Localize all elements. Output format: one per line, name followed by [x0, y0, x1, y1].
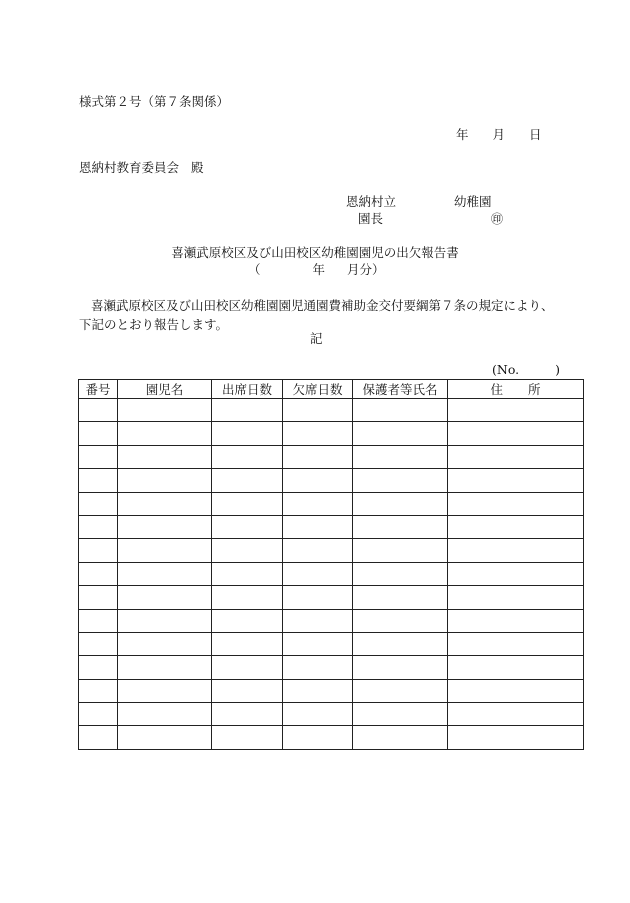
- child-name-cell: [118, 656, 212, 679]
- ki-heading: 記: [310, 331, 323, 346]
- guardian-name-cell: [353, 422, 448, 445]
- address-cell: [448, 422, 584, 445]
- address-cell: [448, 492, 584, 515]
- guardian-name-cell: [353, 632, 448, 655]
- guardian-name-cell: [353, 656, 448, 679]
- table-row: [79, 679, 584, 702]
- days-present-cell: [212, 539, 283, 562]
- guardian-name-cell: [353, 515, 448, 538]
- date-day-label: 日: [529, 127, 542, 142]
- number-cell: [79, 586, 118, 609]
- address-cell: [448, 609, 584, 632]
- address-cell: [448, 586, 584, 609]
- number-cell: [79, 539, 118, 562]
- header-days-absent: 欠席日数: [283, 380, 353, 399]
- address-cell: [448, 399, 584, 422]
- report-period: [248, 264, 385, 277]
- number-cell: [79, 445, 118, 468]
- sender-kindergarten: 幼稚園: [454, 194, 492, 209]
- number-cell: [79, 609, 118, 632]
- doc-no-label: (No.: [492, 362, 520, 377]
- child-name-cell: [118, 399, 212, 422]
- child-name-cell: [118, 422, 212, 445]
- days-absent-cell: [283, 469, 353, 492]
- address-cell: [448, 562, 584, 585]
- child-name-cell: [118, 469, 212, 492]
- number-cell: [79, 422, 118, 445]
- table-row: [79, 445, 584, 468]
- address-cell: [448, 632, 584, 655]
- days-absent-cell: [283, 492, 353, 515]
- table-row: [79, 656, 584, 679]
- addressee: [79, 162, 204, 175]
- days-absent-cell: [283, 539, 353, 562]
- days-absent-cell: [283, 445, 353, 468]
- table-row: [79, 726, 584, 749]
- table-row: [79, 609, 584, 632]
- attendance-table: [78, 379, 584, 750]
- days-absent-cell: [283, 399, 353, 422]
- number-cell: [79, 492, 118, 515]
- days-absent-cell: [283, 726, 353, 749]
- guardian-name-cell: [353, 703, 448, 726]
- days-absent-cell: [283, 609, 353, 632]
- days-absent-cell: [283, 586, 353, 609]
- form-number-label: 様式第２号（第７条関係）: [79, 94, 230, 109]
- address-cell: [448, 445, 584, 468]
- guardian-name-cell: [353, 399, 448, 422]
- sender-line-2: [346, 213, 503, 226]
- days-present-cell: [212, 399, 283, 422]
- table-row: [79, 632, 584, 655]
- table-row: [79, 539, 584, 562]
- days-absent-cell: [283, 703, 353, 726]
- table-row: [79, 703, 584, 726]
- address-cell: [448, 679, 584, 702]
- number-cell: [79, 515, 118, 538]
- guardian-name-cell: [353, 445, 448, 468]
- days-present-cell: [212, 492, 283, 515]
- days-present-cell: [212, 632, 283, 655]
- header-guardian-name: 保護者等氏名: [353, 380, 448, 399]
- days-present-cell: [212, 609, 283, 632]
- period-year-label: 年: [312, 262, 326, 277]
- number-cell: [79, 726, 118, 749]
- date-month-label: 月: [492, 127, 506, 142]
- number-cell: [79, 656, 118, 679]
- days-present-cell: [212, 656, 283, 679]
- document-number: [492, 364, 560, 377]
- child-name-cell: [118, 632, 212, 655]
- number-cell: [79, 679, 118, 702]
- address-cell: [448, 656, 584, 679]
- guardian-name-cell: [353, 562, 448, 585]
- table-row: [79, 399, 584, 422]
- period-open-paren: （: [248, 262, 261, 277]
- child-name-cell: [118, 679, 212, 702]
- number-cell: [79, 469, 118, 492]
- days-present-cell: [212, 562, 283, 585]
- address-cell: [448, 726, 584, 749]
- number-cell: [79, 562, 118, 585]
- sender-village: 恩納村立: [346, 194, 397, 209]
- days-present-cell: [212, 422, 283, 445]
- days-present-cell: [212, 703, 283, 726]
- doc-no-close: ): [555, 362, 560, 377]
- table-row: [79, 515, 584, 538]
- number-cell: [79, 632, 118, 655]
- days-absent-cell: [283, 679, 353, 702]
- number-cell: [79, 703, 118, 726]
- guardian-name-cell: [353, 492, 448, 515]
- guardian-name-cell: [353, 679, 448, 702]
- days-present-cell: [212, 515, 283, 538]
- days-present-cell: [212, 726, 283, 749]
- days-absent-cell: [283, 632, 353, 655]
- sender-line-1: [346, 196, 492, 209]
- child-name-cell: [118, 703, 212, 726]
- guardian-name-cell: [353, 586, 448, 609]
- period-month-label: 月分）: [347, 262, 385, 277]
- table-row: [79, 469, 584, 492]
- days-present-cell: [212, 679, 283, 702]
- days-absent-cell: [283, 515, 353, 538]
- child-name-cell: [118, 539, 212, 562]
- days-absent-cell: [283, 656, 353, 679]
- header-number: 番号: [79, 380, 118, 399]
- table-row: [79, 422, 584, 445]
- table-row: [79, 492, 584, 515]
- header-child-name: 園児名: [118, 380, 212, 399]
- number-cell: [79, 399, 118, 422]
- child-name-cell: [118, 445, 212, 468]
- header-days-present: 出席日数: [212, 380, 283, 399]
- child-name-cell: [118, 562, 212, 585]
- days-absent-cell: [283, 562, 353, 585]
- days-present-cell: [212, 469, 283, 492]
- address-cell: [448, 515, 584, 538]
- address-cell: [448, 703, 584, 726]
- days-present-cell: [212, 445, 283, 468]
- guardian-name-cell: [353, 469, 448, 492]
- guardian-name-cell: [353, 539, 448, 562]
- table-body: [79, 399, 584, 750]
- address-cell: [448, 469, 584, 492]
- guardian-name-cell: [353, 726, 448, 749]
- addressee-honorific: 殿: [191, 160, 204, 175]
- guardian-name-cell: [353, 609, 448, 632]
- header-address: 住 所: [448, 380, 584, 399]
- child-name-cell: [118, 609, 212, 632]
- date-year-label: 年: [456, 127, 469, 142]
- seal-icon: ㊞: [491, 212, 504, 226]
- address-cell: [448, 539, 584, 562]
- child-name-cell: [118, 515, 212, 538]
- document-title: 喜瀬武原校区及び山田校区幼稚園園児の出欠報告書: [171, 245, 459, 260]
- days-absent-cell: [283, 422, 353, 445]
- child-name-cell: [118, 726, 212, 749]
- child-name-cell: [118, 492, 212, 515]
- days-present-cell: [212, 586, 283, 609]
- body-paragraph: 喜瀬武原校区及び山田校区幼稚園園児通園費補助金交付要綱第７条の規定により、下記のとおり報告します。: [79, 298, 554, 332]
- table-header-row: [79, 380, 584, 399]
- addressee-name: 恩納村教育委員会: [79, 160, 180, 175]
- sender-principal: 園長: [358, 211, 384, 226]
- date-line: [456, 129, 542, 142]
- table-row: [79, 562, 584, 585]
- child-name-cell: [118, 586, 212, 609]
- table-row: [79, 586, 584, 609]
